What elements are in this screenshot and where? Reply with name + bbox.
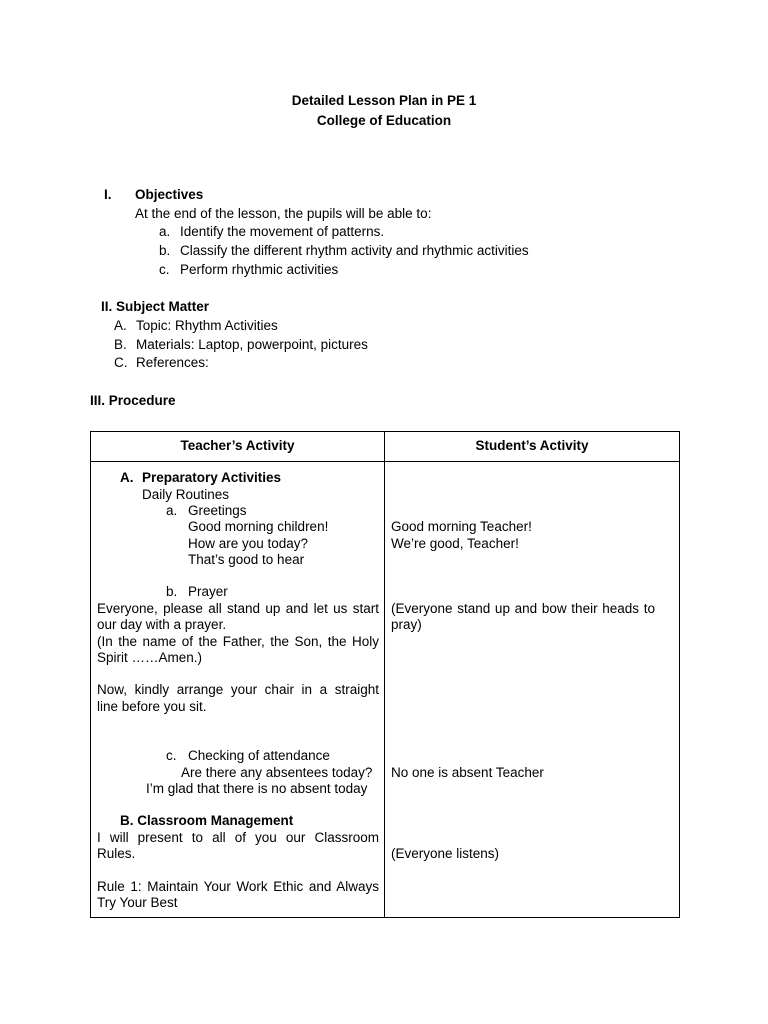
prayer-line: (In the name of the Father, the Son, the Holy xyxy=(97,634,379,649)
objective-marker: a. xyxy=(159,224,171,239)
objective-item: Classify the different rhythm activity and rhythmic activities xyxy=(180,243,529,258)
subject-item: Materials: Laptop, powerpoint, pictures xyxy=(136,337,368,352)
objective-item: Identify the movement of patterns. xyxy=(180,224,385,239)
classroom-management-line: I will present to all of you our Classroom xyxy=(97,830,379,845)
attendance-line: I’m glad that there is no absent today xyxy=(146,781,368,796)
objective-marker: c. xyxy=(159,262,170,277)
attendance-marker: c. xyxy=(166,748,177,763)
section-b-title: B. Classroom Management xyxy=(120,813,294,828)
prayer-title: Prayer xyxy=(188,584,228,599)
procedure-table xyxy=(90,431,680,918)
classroom-management-line: Rules. xyxy=(97,846,136,861)
rule-line: Rule 1: Maintain Your Work Ethic and Always xyxy=(97,879,379,894)
section-a-marker: A. xyxy=(120,470,134,485)
prayer-line: Spirit ……Amen.) xyxy=(97,650,203,665)
objective-marker: b. xyxy=(159,243,171,258)
section-a-title: Preparatory Activities xyxy=(142,470,282,485)
greetings-line: Good morning children! xyxy=(188,519,329,534)
arrange-line: line before you sit. xyxy=(97,699,207,714)
student-column-header: Student’s Activity xyxy=(385,432,680,462)
subject-item: Topic: Rhythm Activities xyxy=(136,318,278,333)
student-response: No one is absent Teacher xyxy=(391,765,544,780)
greetings-marker: a. xyxy=(166,503,178,518)
page-title: Detailed Lesson Plan in PE 1 xyxy=(291,93,477,108)
prayer-line: Everyone, please all stand up and let us start xyxy=(97,601,379,616)
student-response: (Everyone stand up and bow their heads to xyxy=(391,601,655,616)
subject-marker: B. xyxy=(114,337,127,352)
greetings-line: How are you today? xyxy=(188,536,309,551)
student-response: (Everyone listens) xyxy=(391,846,500,861)
greetings-line: That’s good to hear xyxy=(188,552,305,567)
student-response: We’re good, Teacher! xyxy=(391,536,519,551)
objectives-heading: Objectives xyxy=(135,187,204,202)
rule-line: Try Your Best xyxy=(97,895,178,910)
objectives-numeral: I. xyxy=(104,187,112,202)
table-row xyxy=(91,462,680,918)
subject-marker: A. xyxy=(114,318,127,333)
table-header-row xyxy=(91,432,680,462)
prayer-marker: b. xyxy=(166,584,178,599)
student-response: pray) xyxy=(391,617,422,632)
daily-routines: Daily Routines xyxy=(142,487,230,502)
objectives-intro: At the end of the lesson, the pupils will be able to: xyxy=(135,206,432,221)
attendance-line: Are there any absentees today? xyxy=(181,765,373,780)
student-activity-cell xyxy=(385,462,680,918)
page-subtitle: College of Education xyxy=(316,113,452,128)
arrange-line: Now, kindly arrange your chair in a straight xyxy=(97,682,379,697)
greetings-title: Greetings xyxy=(188,503,247,518)
prayer-line: our day with a prayer. xyxy=(97,617,227,632)
subject-marker: C. xyxy=(114,355,128,370)
subject-item: References: xyxy=(136,355,209,370)
attendance-title: Checking of attendance xyxy=(188,748,330,763)
subject-matter-heading: II. Subject Matter xyxy=(101,299,210,314)
student-response: Good morning Teacher! xyxy=(391,519,532,534)
teacher-column-header: Teacher’s Activity xyxy=(91,432,385,462)
procedure-heading: III. Procedure xyxy=(90,393,176,408)
teacher-activity-cell xyxy=(91,462,385,918)
objective-item: Perform rhythmic activities xyxy=(180,262,339,277)
